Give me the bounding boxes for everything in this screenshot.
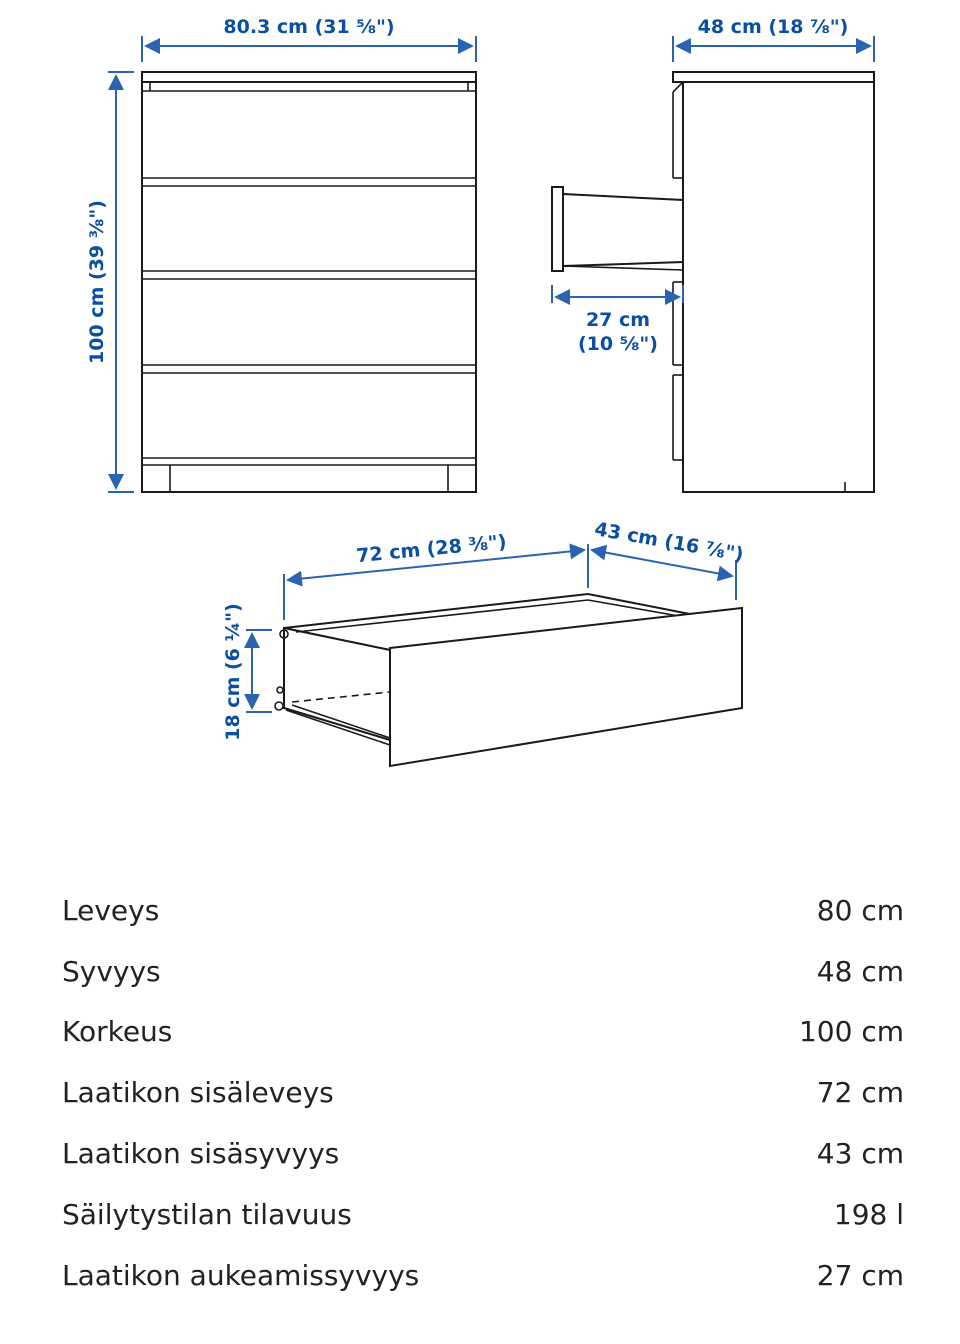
spec-label: Laatikon aukeamissyvyys bbox=[62, 1258, 420, 1292]
spec-row-width bbox=[62, 880, 904, 941]
spec-row-drawer-inner-width bbox=[62, 1062, 904, 1123]
spec-value: 43 cm bbox=[816, 1137, 904, 1171]
spec-row-drawer-inner-depth bbox=[62, 1123, 904, 1184]
spec-row-storage-volume bbox=[62, 1184, 904, 1245]
side-depth-label: 48 cm (18 ⅞") bbox=[697, 16, 849, 38]
spec-label: Laatikon sisäleveys bbox=[62, 1076, 334, 1110]
front-width-label: 80.3 cm (31 ⅝") bbox=[223, 16, 395, 38]
spec-label: Säilytystilan tilavuus bbox=[62, 1197, 352, 1231]
drawer-depth-label: 43 cm (16 ⅞") bbox=[592, 518, 746, 567]
pull-depth-label-2: (10 ⅝") bbox=[578, 333, 658, 355]
front-view bbox=[142, 72, 476, 492]
spec-label: Leveys bbox=[62, 893, 160, 927]
spec-label: Syvyys bbox=[62, 954, 161, 988]
spec-value: 48 cm bbox=[816, 954, 904, 988]
side-view bbox=[552, 72, 874, 492]
pull-depth-label-1: 27 cm bbox=[585, 309, 651, 331]
drawer-height-label: 18 cm (6 ¼") bbox=[222, 603, 244, 741]
spec-value: 72 cm bbox=[816, 1076, 904, 1110]
drawer-view bbox=[275, 594, 742, 766]
front-height-label: 100 cm (39 ⅜") bbox=[86, 200, 108, 364]
spec-value: 198 l bbox=[833, 1197, 904, 1231]
spec-label: Laatikon sisäsyvyys bbox=[62, 1137, 340, 1171]
spec-label: Korkeus bbox=[62, 1015, 173, 1049]
drawer-width-label: 72 cm (28 ⅜") bbox=[355, 530, 508, 568]
spec-value: 27 cm bbox=[816, 1258, 904, 1292]
spec-row-drawer-opening-depth bbox=[62, 1245, 904, 1306]
dimension-spec-list bbox=[62, 880, 904, 1306]
spec-value: 100 cm bbox=[798, 1015, 904, 1049]
spec-row-depth bbox=[62, 941, 904, 1002]
spec-row-height bbox=[62, 1002, 904, 1063]
spec-value: 80 cm bbox=[816, 893, 904, 927]
